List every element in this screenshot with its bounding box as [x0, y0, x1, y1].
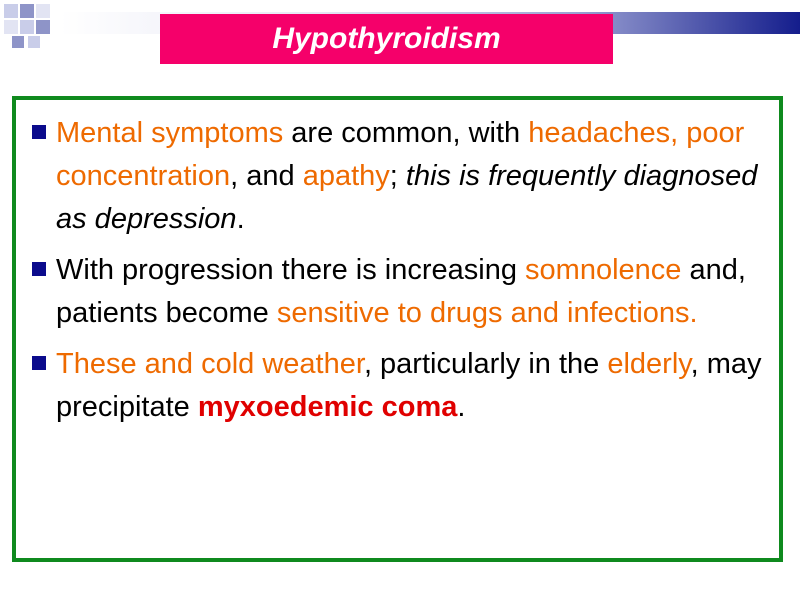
text-span: , particularly in the	[363, 348, 608, 380]
text-span: apathy	[302, 160, 390, 192]
text-span: headaches, poor concentration	[56, 117, 745, 192]
text-span: These and cold weather	[56, 348, 364, 380]
text-span: somnolence	[525, 254, 682, 286]
decor-square	[36, 20, 50, 34]
text-span: elderly	[607, 348, 691, 380]
text-span: this is frequently diagnosed as depression	[56, 160, 758, 235]
decor-square	[4, 4, 18, 18]
text-span: are common, with	[283, 117, 529, 149]
text-span: .	[457, 391, 466, 423]
square-bullet-icon	[32, 262, 46, 276]
square-bullet-icon	[32, 356, 46, 370]
bullet-item	[24, 343, 765, 429]
text-span: sensitive to drugs and infections.	[276, 297, 698, 329]
bullet-item	[24, 112, 765, 241]
decor-square	[28, 36, 40, 48]
slide-title: Hypothyroidism	[272, 22, 501, 55]
bullet-list	[24, 112, 765, 437]
title-banner	[160, 14, 613, 64]
text-span: Mental symptoms	[56, 117, 284, 149]
decor-square	[12, 36, 24, 48]
decor-square	[20, 20, 34, 34]
content-box	[12, 96, 783, 562]
bullet-item	[24, 249, 765, 335]
text-span: and, patients become	[56, 254, 746, 329]
text-span: ;	[389, 160, 406, 192]
decor-square	[20, 4, 34, 18]
decor-square	[36, 4, 50, 18]
text-span: With progression there is increasing	[56, 254, 526, 286]
text-span: myxoedemic coma	[197, 391, 458, 423]
text-span: , may precipitate	[56, 348, 762, 423]
text-span: , and	[230, 160, 303, 192]
decor-square	[4, 20, 18, 34]
square-bullet-icon	[32, 125, 46, 139]
text-span: .	[236, 203, 245, 235]
